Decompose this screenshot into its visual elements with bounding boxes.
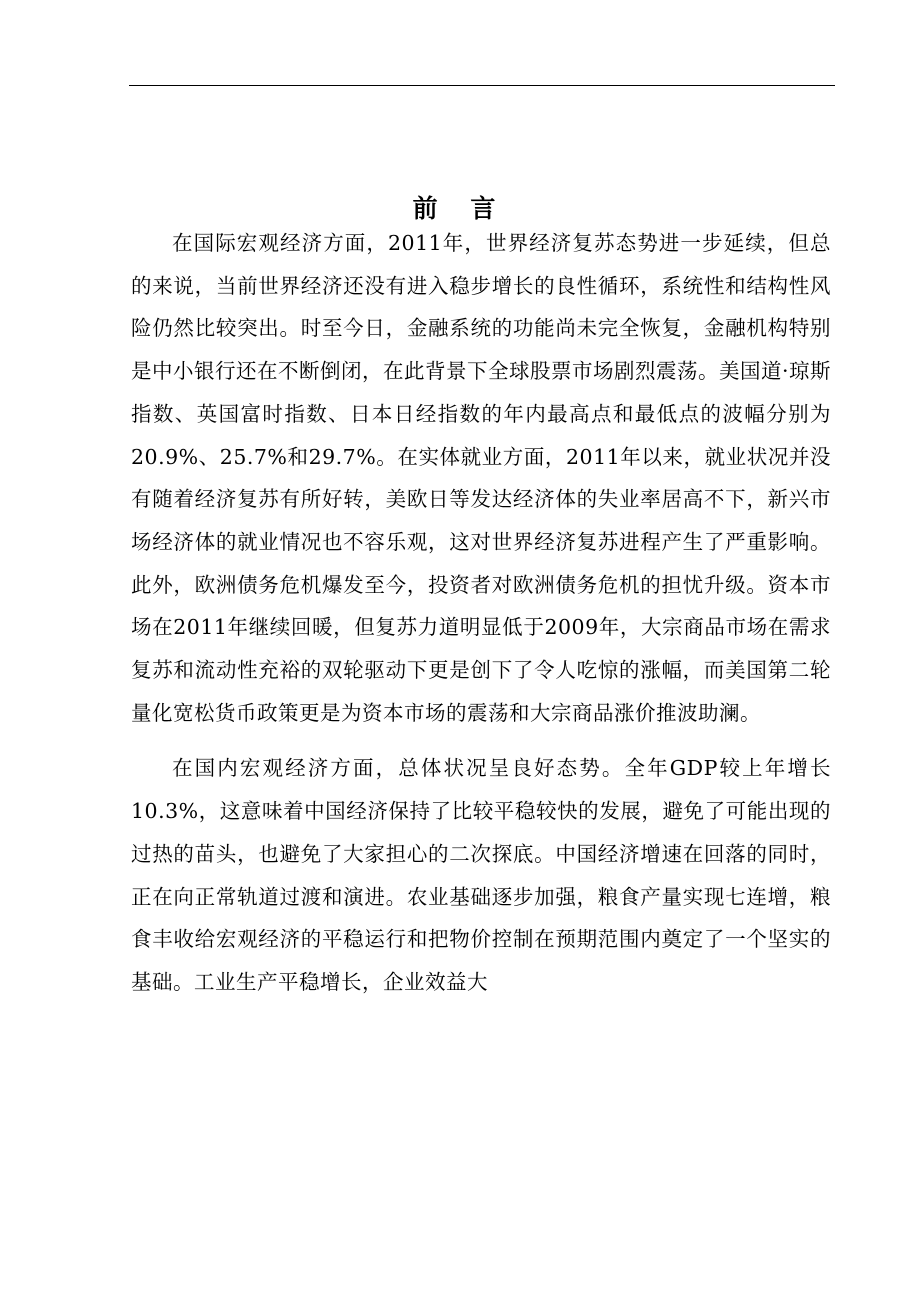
paragraph-domestic-economy: 在国内宏观经济方面，总体状况呈良好态势。全年GDP较上年增长10.3%，这意味着中国经济保持了比较平稳较快的发展，避免了可能出现的过热的苗头，也避免了大家担心的二次探底。中国经济增速在回落的同时，正在向正常轨道过渡和演进。农业基础逐步加强，粮食产量实现七连增，粮食丰收给宏观经济的平稳运行和把物价控制在预期范围内奠定了一个坚实的基础。工业生产平稳增长，企业效益大	[131, 756, 831, 994]
paragraph-international-economy: 在国际宏观经济方面，2011年，世界经济复苏态势进一步延续，但总的来说，当前世界经济还没有进入稳步增长的良性循环，系统性和结构性风险仍然比较突出。时至今日，金融系统的功能尚未完全恢复，金融机构特别是中小银行还在不断倒闭，在此背景下全球股票市场剧烈震荡。美国道·琼斯指数、英国富时指数、日本日经指数的年内最高点和最低点的波幅分别为20.9%、25.7%和29.7%。在实体就业方面，2011年以来，就业状况并没有随着经济复苏有所好转，美欧日等发达经济体的失业率居高不下，新兴市场经济体的就业情况也不容乐观，这对世界经济复苏进程产生了严重影响。此外，欧洲债务危机爆发至今，投资者对欧洲债务危机的担忧升级。资本市场在2011年继续回暖，但复苏力道明显低于2009年，大宗商品市场在需求复苏和流动性充裕的双轮驱动下更是创下了令人吃惊的涨幅，而美国第二轮量化宽松货币政策更是为资本市场的震荡和大宗商品涨价推波助澜。	[131, 231, 832, 725]
body-text	[131, 222, 831, 1017]
header-rule	[129, 85, 835, 86]
page-title: 前 言	[412, 193, 508, 223]
